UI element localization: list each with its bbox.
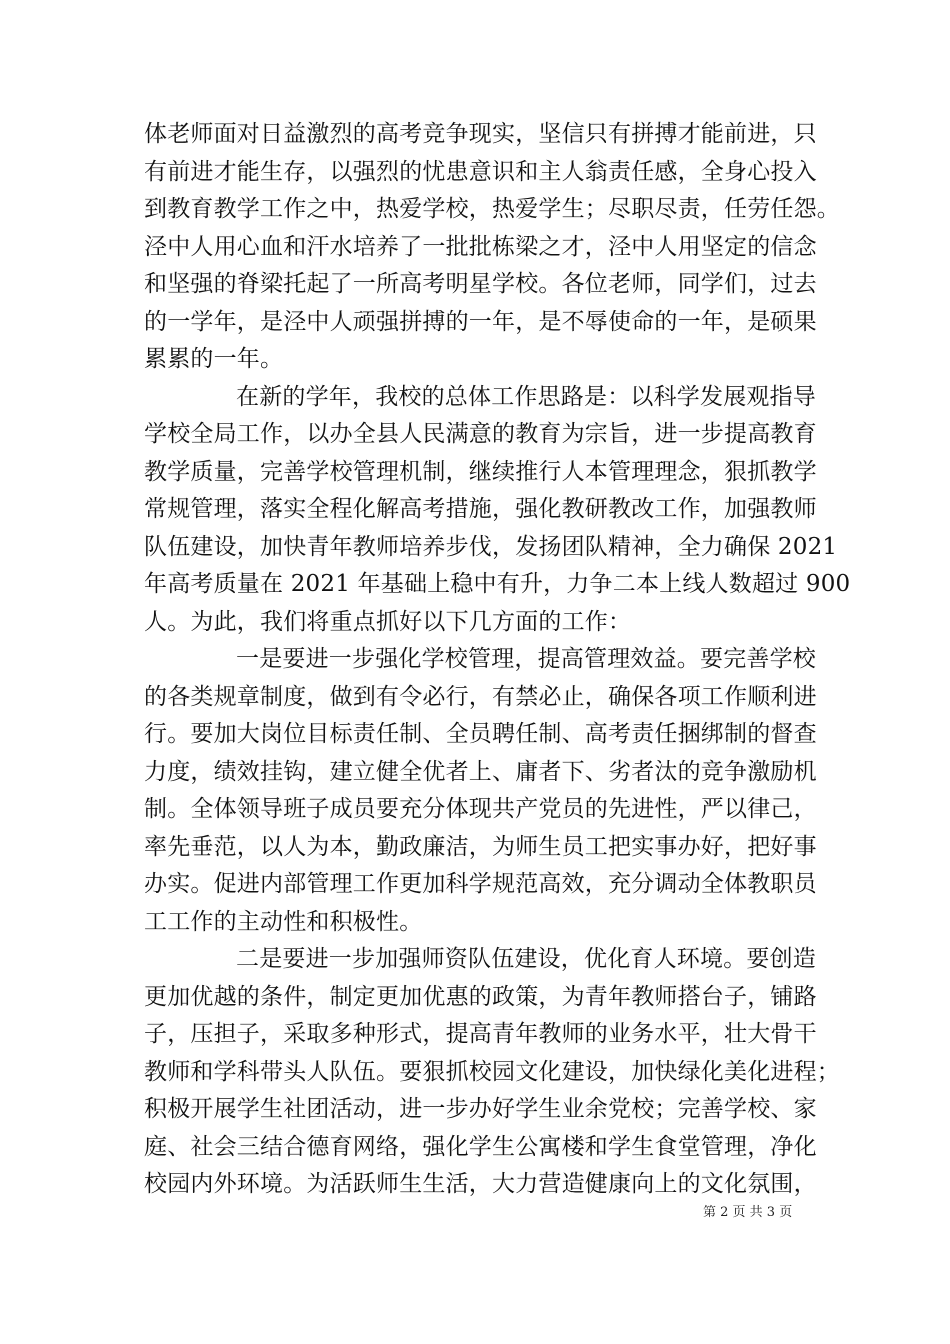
text-line: 率先垂范，以人为本，勤政廉洁，为师生员工把实事办好，把好事 [144,833,817,860]
text-line: 二是要进一步加强师资队伍建设，优化育人环境。要创造 [236,946,816,972]
paragraph [144,941,840,1204]
text-line: 力度，绩效挂钩，建立健全优者上、庸者下、劣者汰的竞争激励机 [144,758,817,785]
text-line: 积极开展学生社团活动，进一步办好学生业余党校；完善学校、家 [144,1096,817,1122]
page-number-footer: 第 2 页 共 3 页 [703,1205,793,1220]
text-line: 在新的学年，我校的总体工作思路是：以科学发展观指导 [236,383,816,410]
text-line: 教学质量，完善学校管理机制，继续推行人本管理理念，狠抓教学 [144,458,817,485]
text-line: 制。全体领导班子成员要充分体现共产党员的先进性，严以律己， [144,796,817,822]
text-line: 泾中人用心血和汗水培养了一批批栋梁之才，泾中人用坚定的信念 [144,233,817,260]
text-line: 学校全局工作，以办全县人民满意的教育为宗旨，进一步提高教育 [144,421,817,447]
text-line: 体老师面对日益激烈的高考竞争现实，坚信只有拼搏才能前进，只 [144,121,817,147]
text-line: 和坚强的脊梁托起了一所高考明星学校。各位老师，同学们，过去 [144,271,817,297]
text-line: 有前进才能生存，以强烈的忧患意识和主人翁责任感，全身心投入 [144,158,817,185]
text-line: 的各类规章制度，做到有令必行，有禁必止，确保各项工作顺利进 [144,683,817,710]
text-line: 到教育教学工作之中，热爱学校，热爱学生；尽职尽责，任劳任怨。 [144,196,840,222]
paragraph [144,116,840,379]
text-line: 更加优越的条件，制定更加优惠的政策，为青年教师搭台子，铺路 [144,983,817,1010]
text-line: 常规管理，落实全程化解高考措施，强化教研教改工作，加强教师 [144,496,817,522]
text-line: 庭、社会三结合德育网络，强化学生公寓楼和学生食堂管理，净化 [144,1133,817,1160]
text-line: 一是要进一步强化学校管理，提高管理效益。要完善学校 [236,646,816,672]
text-line: 的一学年，是泾中人顽强拼搏的一年，是不辱使命的一年，是硕果 [144,308,817,335]
text-line: 队伍建设，加快青年教师培养步伐，发扬团队精神，全力确保 2021 [144,533,838,560]
paragraph [144,379,851,642]
text-line: 工工作的主动性和积极性。 [144,908,423,935]
text-line: 年高考质量在 2021 年基础上稳中有升，力争二本上线人数超过 900 [144,571,851,597]
text-line: 累累的一年。 [144,346,284,372]
text-line: 人。为此，我们将重点抓好以下几方面的工作： [144,608,632,635]
text-line: 教师和学科带头人队伍。要狠抓校园文化建设，加快绿化美化进程； [144,1058,840,1085]
text-line: 办实。促进内部管理工作更加科学规范高效，充分调动全体教职员 [144,871,817,897]
text-line: 行。要加大岗位目标责任制、全员聘任制、高考责任捆绑制的督查 [144,721,817,747]
text-line: 子，压担子，采取多种形式，提高青年教师的业务水平，壮大骨干 [144,1021,817,1047]
body-text [144,116,851,1204]
text-line: 校园内外环境。为活跃师生生活，大力营造健康向上的文化氛围， [144,1171,817,1197]
paragraph [144,641,820,941]
